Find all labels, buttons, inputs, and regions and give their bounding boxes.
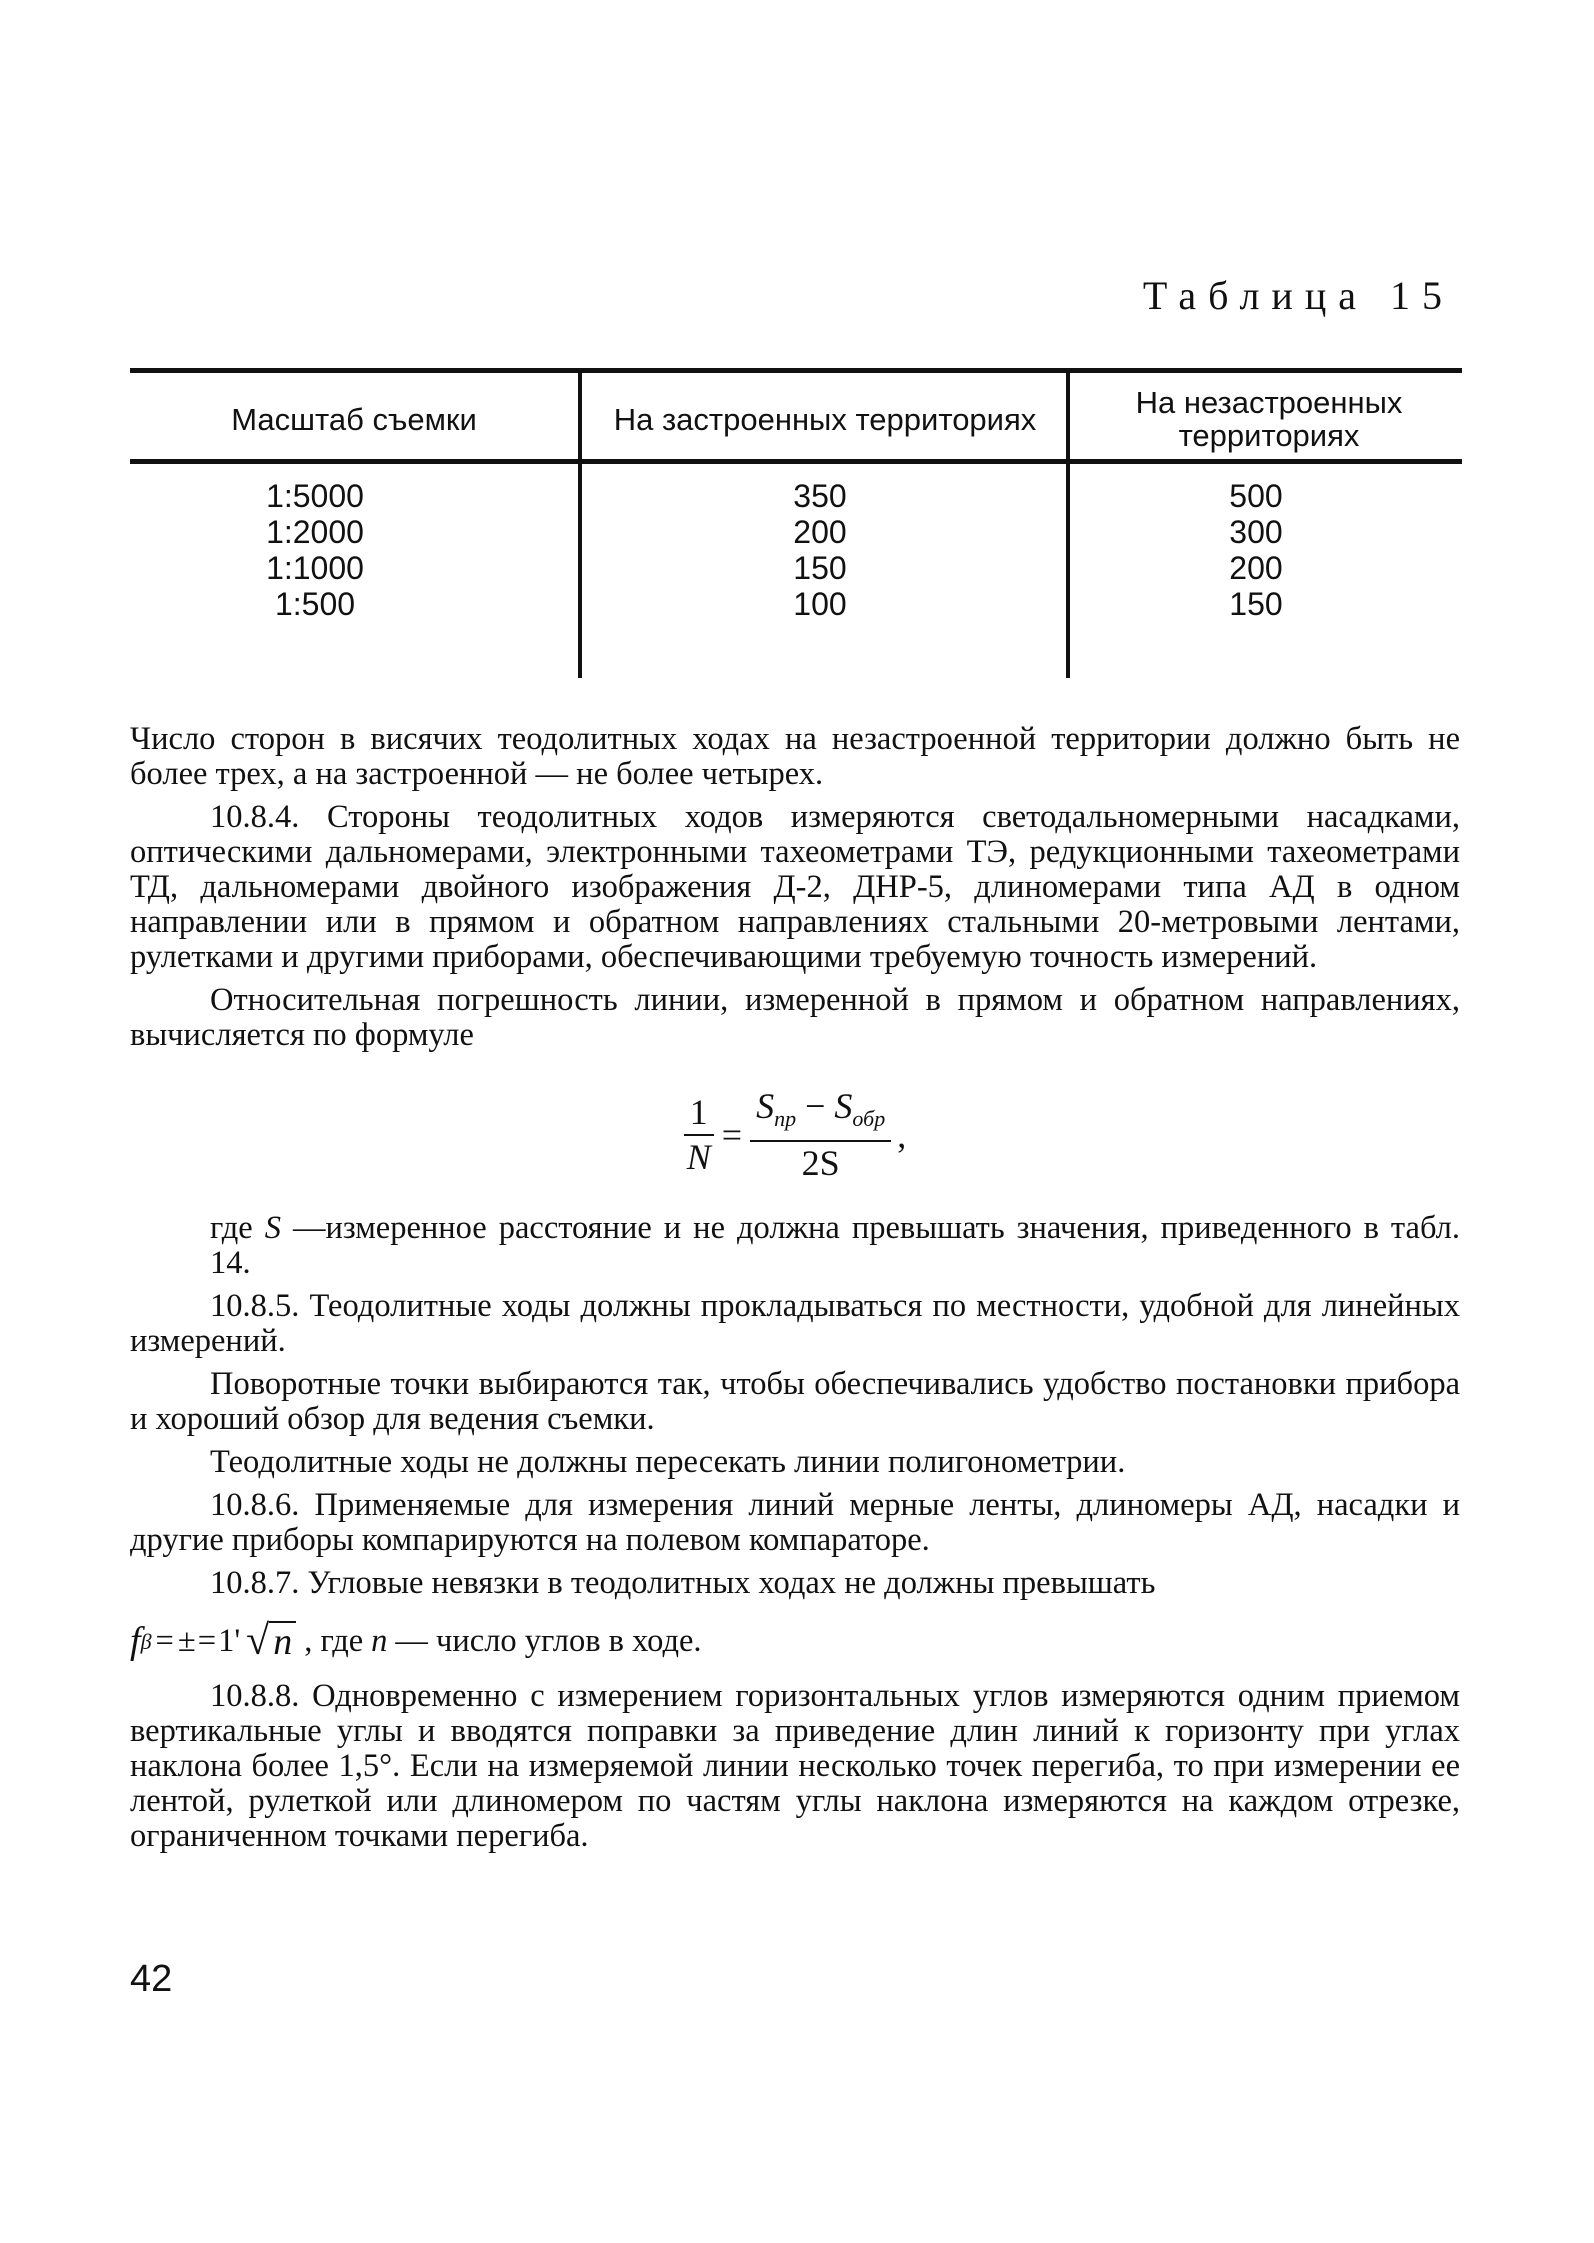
table-cell: 200 [793, 514, 847, 550]
header-built-up: На застроенных территориях [613, 401, 1037, 437]
paragraph: 10.8.5. Теодолитные ходы должны прокладываться по местности, удобной для линейных измерений. [130, 1288, 1460, 1360]
variable-s: S [834, 1086, 853, 1126]
table-column-divider [578, 368, 582, 678]
paragraph: 10.8.6. Применяемые для измерения линий мерные ленты, длиномеры АД, насадки и другие приборы компарируются на полевом компараторе. [130, 1487, 1460, 1559]
paragraph: 10.8.8. Одновременно с измерением горизонтальных углов измеряются одним приемом вертикальные углы и вводятся поправки за приведение длин линий к горизонту при углах наклона более 1,5°. Если на измеряемой линии несколько точек перегиба, то при измерении ее лентой, рулеткой или длиномером по частям углы наклона измеряются на каждом отрезке, ограниченном точками перегиба. [130, 1678, 1460, 1855]
paragraph: Теодолитные ходы не должны пересекать линии полигонометрии. [210, 1444, 1126, 1481]
paragraph: Относительная погрешность линии, измеренной в прямом и обратном направлениях, вычисляется по формуле [130, 982, 1460, 1053]
equals-sign: = [155, 1622, 174, 1659]
equals-sign: = [721, 1114, 743, 1155]
table-cell: 1:500 [274, 586, 356, 622]
formula-text: — число углов в ходе. [395, 1622, 702, 1659]
denominator: 2S [801, 1143, 840, 1184]
table-cell: 100 [793, 586, 847, 622]
table-cell: 150 [1229, 586, 1283, 622]
relative-error-formula [130, 1086, 1460, 1184]
page-number: 42 [130, 1958, 173, 2000]
table-column-divider [1066, 368, 1070, 678]
column-built-up [760, 478, 880, 622]
table-cell: 500 [1229, 478, 1283, 514]
table-cell: 150 [793, 550, 847, 586]
equals-sign: = [197, 1622, 217, 1659]
body-text [130, 722, 1460, 1862]
square-root [246, 1618, 296, 1665]
paragraph: Число сторон в висячих теодолитных ходах на незастроенной территории должно быть не более трех, а на застроенной — не более четырех. [130, 721, 1460, 792]
table-cell: 1:1000 [266, 550, 364, 586]
paragraph [130, 1211, 1460, 1281]
table-cell: 350 [793, 478, 847, 514]
paragraph: Поворотные точки выбираются так, чтобы обеспечивались удобство постановки прибора и хороший обзор для ведения съемки. [130, 1366, 1460, 1438]
header-undeveloped: На незастроенных территориях [1135, 385, 1403, 453]
variable-n: n [371, 1622, 388, 1659]
variable-s: S [756, 1086, 775, 1126]
table-15 [130, 368, 1462, 678]
subscript-pr: пр [774, 1106, 797, 1132]
denominator: N [686, 1137, 711, 1178]
table-caption: Таблица 15 [1142, 273, 1454, 318]
subscript-obr: обр [852, 1106, 886, 1132]
table-cell: 200 [1229, 550, 1283, 586]
table-header-rule [130, 459, 1462, 464]
definition-text: —измеренное расстояние и не должна превышать значения, приведенного в табл. 14. [210, 1210, 1461, 1282]
numerator [750, 1086, 891, 1142]
column-undeveloped [1196, 478, 1316, 622]
header-scale: Масштаб съемки [231, 401, 477, 437]
formula-text: , где [304, 1622, 364, 1659]
plus-minus-sign: ± [177, 1622, 196, 1659]
table-cell: 1:2000 [266, 514, 364, 550]
table-cell: 1:5000 [266, 478, 364, 514]
angular-misclosure-formula [130, 1618, 1460, 1665]
minus-sign: − [805, 1086, 826, 1126]
numerator: 1 [684, 1095, 714, 1136]
table-cell: 300 [1229, 514, 1283, 550]
word-where: где [210, 1210, 253, 1247]
variable-s: S [264, 1210, 281, 1247]
radicand: n [269, 1621, 296, 1661]
table-top-rule [130, 368, 1462, 373]
fraction-right [750, 1086, 891, 1184]
formula-comma: , [897, 1114, 907, 1155]
fraction-left [684, 1092, 714, 1178]
subscript-beta: β [140, 1628, 152, 1654]
paragraph: 10.8.4. Стороны теодолитных ходов измеряются светодальномерными насадками, оптическими дальномерами, электронными тахеометрами ТЭ, редукционными тахеометрами ТД, дальномерами двойного изображения Д-2, ДНР-5, длиномерами типа АД в одном направлении или в прямом и обратном направлениях стальными 20-метровыми лентами, рулетками и другими приборами, обеспечивающими требуемую точность измерений. [130, 799, 1460, 975]
paragraph: 10.8.7. Угловые невязки в теодолитных ходах не должны превышать [210, 1565, 1156, 1602]
one-minute: 1' [218, 1622, 241, 1659]
variable-f: f [130, 1619, 141, 1662]
column-scale [230, 478, 400, 622]
radical-sign-icon: √ [246, 1618, 270, 1665]
